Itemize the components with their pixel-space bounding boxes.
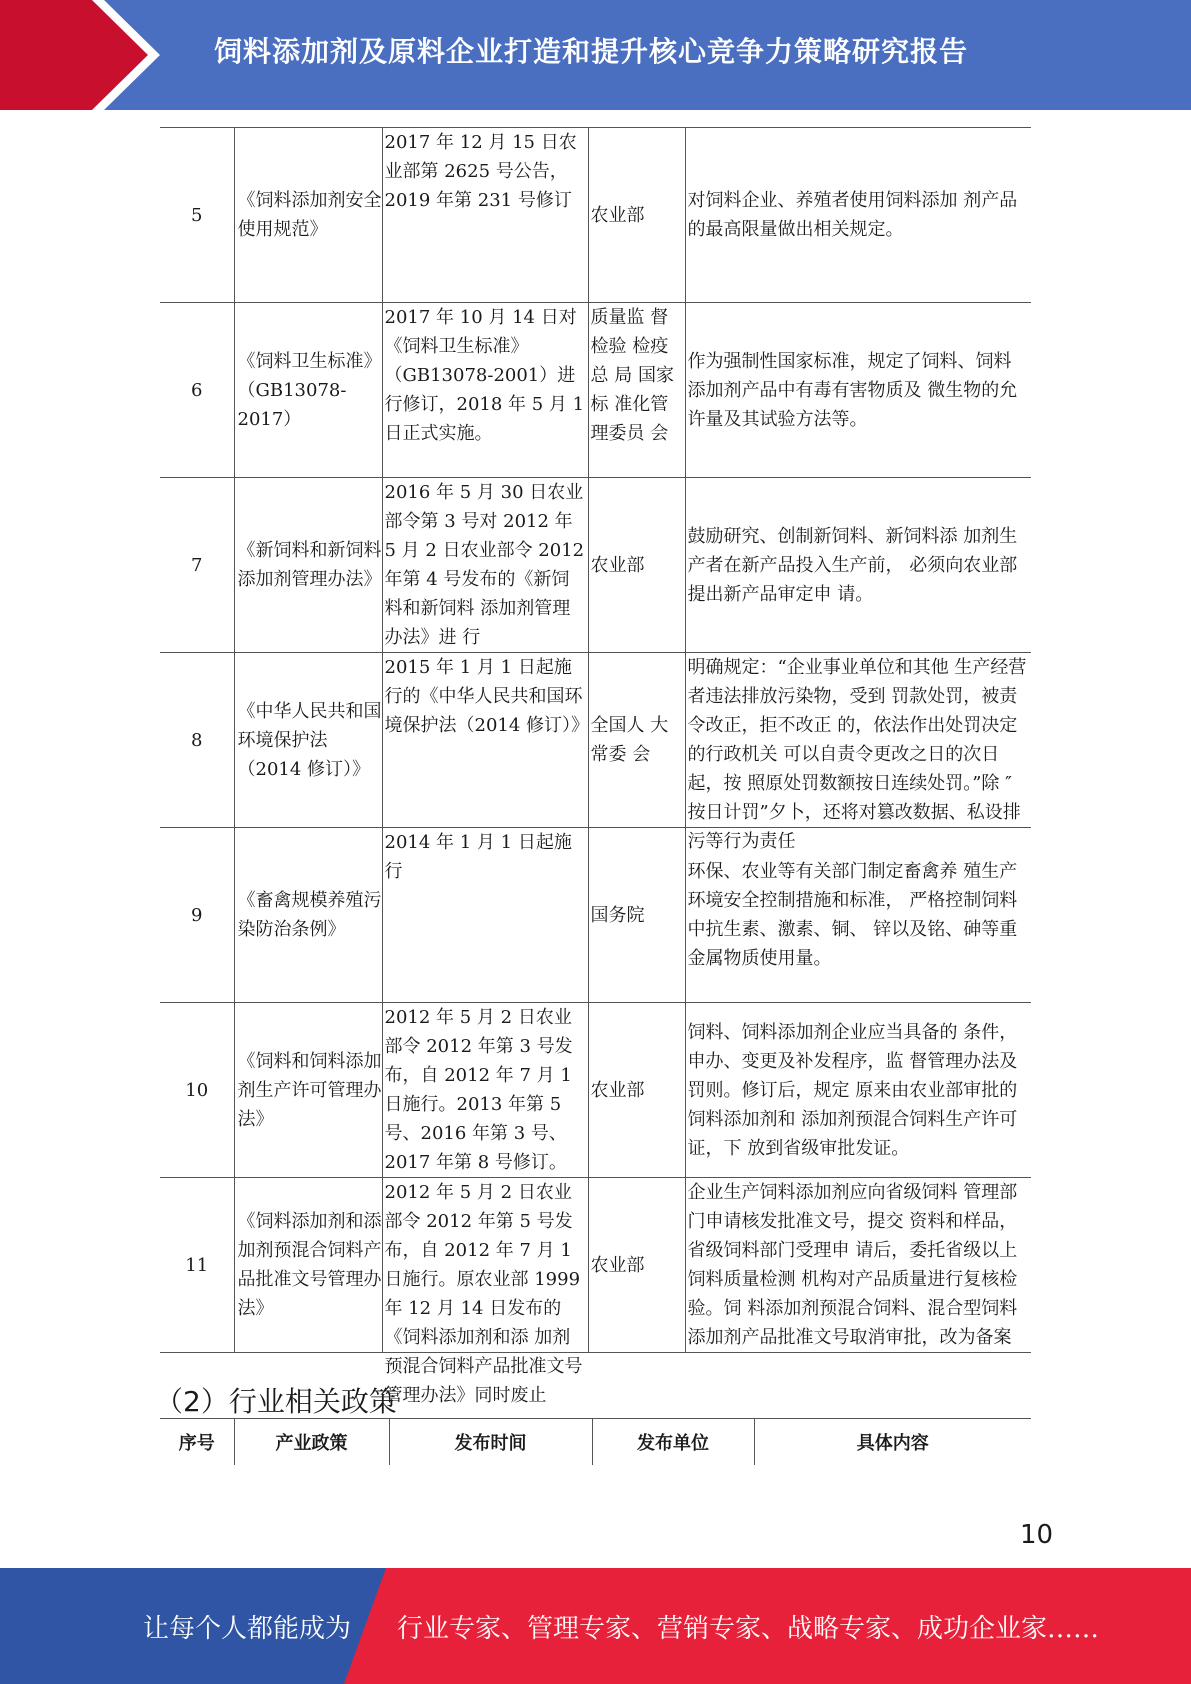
policy-name: 《饲料添加剂安全使用规范》 bbox=[237, 190, 382, 240]
policy-content: 饲料、饲料添加剂企业应当具备的 条件，申办、变更及补发程序，监 督管理办法及罚则。修订后，规定 原来由农业部审批的饲料添加剂和 添加剂预混合饲料生产许可证，下 放到省级审批发证。 bbox=[687, 1021, 1018, 1159]
table-row bbox=[160, 1178, 1031, 1353]
publish-date: 2016 年 5 月 30 日农业部令第 3 号对 2012 年 5 月 2 日农业部令 2012 年第 4 号发布的《新饲料和新饲料 添加剂管理办法》进 行 bbox=[384, 482, 585, 648]
row-number: 10 bbox=[185, 1079, 209, 1101]
policy-content: 作为强制性国家标准，规定了饲料、饲料添加剂产品中有毒有害物质及 微生物的允许量及其试验方法等。 bbox=[687, 350, 1018, 430]
policy-content: 企业生产饲料添加剂应向省级饲料 管理部门申请核发批准文号，提交 资料和样品，省级饲料部门受理申 请后，委托省级以上饲料质量检测 机构对产品质量进行复核检验。饲 料添加剂预混合饲料、混合型饲料 添加剂产品批准文号取消审批，改为备案 bbox=[687, 1182, 1018, 1348]
table-row bbox=[160, 653, 1031, 828]
row-number: 9 bbox=[191, 904, 203, 926]
page-number: 10 bbox=[1020, 1520, 1054, 1550]
issuing-unit: 农业部 bbox=[590, 1254, 645, 1276]
section-heading: （2）行业相关政策 bbox=[155, 1385, 397, 1418]
column-header-unit: 发布单位 bbox=[592, 1419, 754, 1466]
row-number: 7 bbox=[191, 554, 203, 576]
row-number: 11 bbox=[185, 1254, 209, 1276]
column-header-number: 序号 bbox=[160, 1419, 234, 1466]
publish-date: 2012 年 5 月 2 日农业部令 2012 年第 5 号发布，自 2012 年 7 月 1 日施行。原农业部 1999 年 12 月 14 日发布的《饲料添加剂和添 加剂预混合饲料产品批准文号管理办法》同时废止 bbox=[384, 1182, 583, 1406]
policy-content: 鼓励研究、创制新饲料、新饲料添 加剂生产者在新产品投入生产前， 必须向农业部提出新产品审定申 请。 bbox=[687, 525, 1018, 605]
issuing-unit: 农业部 bbox=[590, 1079, 645, 1101]
publish-date: 2017 年 12 月 15 日农业部第 2625 号公告，2019 年第 231 号修订 bbox=[384, 132, 577, 211]
publish-date: 2012 年 5 月 2 日农业部令 2012 年第 3 号发布，自 2012 年 7 月 1 日施行。2013 年第 5 号、2016 年第 3 号、2017 年第 8 号修订。 bbox=[384, 1007, 573, 1173]
report-title: 饲料添加剂及原料企业打造和提升核心竞争力策略研究报告 bbox=[214, 35, 969, 68]
policy-content: 明确规定：“企业事业单位和其他 生产经营者违法排放污染物，受到 罚款处罚，被责令改正，拒不改正 的，依法作出处罚决定的行政机关 可以自责令更改之日的次日起，按 照原处罚数额按日连续处罚。”除 ″按日计罚”夕卜，还将对篡改数据、私设排污等行为责任 bbox=[687, 657, 1027, 852]
policy-content: 环保、农业等有关部门制定畜禽养 殖生产环境安全控制措施和标准， 严格控制饲料中抗生素、激素、铜、 锌以及铭、砷等重金属物质使用量。 bbox=[687, 861, 1018, 969]
column-header-content: 具体内容 bbox=[754, 1419, 1031, 1466]
table-row bbox=[160, 478, 1031, 653]
table-row bbox=[160, 1003, 1031, 1178]
column-header-date: 发布时间 bbox=[389, 1419, 592, 1466]
issuing-unit: 全国人 大常委 会 bbox=[590, 715, 669, 765]
issuing-unit: 农业部 bbox=[590, 204, 645, 226]
industry-policy-table bbox=[160, 1418, 1031, 1465]
issuing-unit: 国务院 bbox=[590, 904, 645, 926]
footer-slogan-left: 让每个人都能成为 bbox=[143, 1614, 352, 1644]
table-header-row bbox=[160, 1419, 1031, 1466]
page-header bbox=[0, 0, 1191, 110]
column-header-policy: 产业政策 bbox=[234, 1419, 389, 1466]
policy-name: 《饲料和饲料添加剂生产许可管理办法》 bbox=[237, 1050, 382, 1130]
publish-date: 2015 年 1 月 1 日起施行的《中华人民共和国环境保护法（2014 修订）》 bbox=[384, 657, 590, 736]
policy-name: 《新饲料和新饲料添加剂管理办法》 bbox=[237, 540, 382, 590]
issuing-unit: 农业部 bbox=[590, 554, 645, 576]
table-row bbox=[160, 128, 1031, 303]
policy-name: 《饲料卫生标准》（GB13078-2017） bbox=[237, 350, 382, 430]
policy-name: 《畜禽规模养殖污染防治条例》 bbox=[237, 890, 382, 940]
policy-content: 对饲料企业、养殖者使用饲料添加 剂产品的最高限量做出相关规定。 bbox=[687, 190, 1018, 240]
footer-slogan-right: 行业专家、管理专家、营销专家、战略专家、成功企业家…… bbox=[397, 1614, 1100, 1644]
publish-date: 2014 年 1 月 1 日起施行 bbox=[384, 832, 572, 882]
policy-name: 《中华人民共和国环境保护法（2014 修订）》 bbox=[237, 700, 382, 780]
issuing-unit: 质量监 督检验 检疫总 局 国家标 准化管 理委员 会 bbox=[590, 307, 674, 444]
row-number: 5 bbox=[191, 204, 203, 226]
page-footer bbox=[0, 1568, 1191, 1684]
row-number: 6 bbox=[191, 379, 203, 401]
row-number: 8 bbox=[191, 729, 203, 751]
policy-name: 《饲料添加剂和添加剂预混合饲料产品批准文号管理办法》 bbox=[237, 1211, 382, 1319]
publish-date: 2017 年 10 月 14 日对《饲料卫生标准》（GB13078-2001）进行修订，2018 年 5 月 1 日正式实施。 bbox=[384, 307, 585, 444]
table-row bbox=[160, 303, 1031, 478]
